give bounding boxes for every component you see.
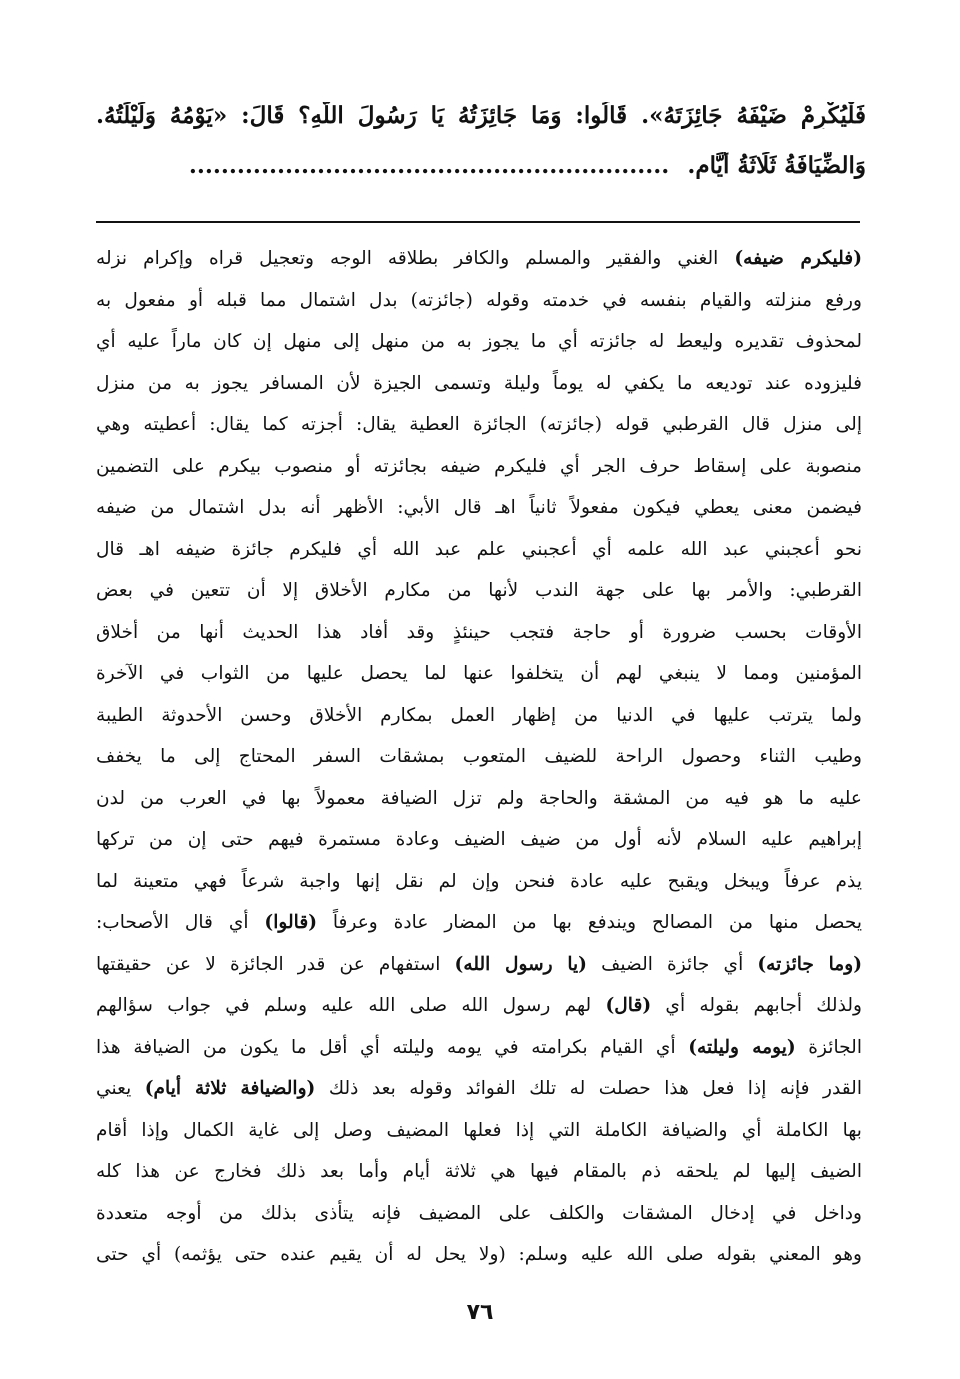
commentary-text: أي القيام بكرامته في يومه وليلته أي أقل ما يكون من الضيافة هذا xyxy=(96,1036,689,1058)
commentary-line xyxy=(96,1234,862,1276)
commentary-line xyxy=(96,238,862,280)
commentary-text: يعني xyxy=(96,1078,145,1099)
commentary-text: القدر فإنه إذا فعل هذا حصلت له تلك الفوائد وقوله بعد ذلك xyxy=(315,1078,862,1099)
commentary-text: يذم عرفاً ويبخل ويقبح عليه عادة فنحن وإن لم نقل إنها واجبة شرعاً فهي متعينة لما xyxy=(96,870,862,892)
commentary-line xyxy=(96,778,862,820)
footnote-separator-rule xyxy=(96,221,860,223)
commentary-text: لمحذوف تقديره وليعط له جائزته أي ما يجوز به من منهل إلى منهل إن كان ماراً عليه أي xyxy=(96,331,862,352)
commentary-quoted-phrase: (يومه وليلته) xyxy=(688,1036,796,1058)
commentary-line xyxy=(96,612,862,654)
commentary-line xyxy=(96,363,862,405)
commentary-line xyxy=(96,736,862,778)
commentary-line xyxy=(96,1027,862,1069)
commentary-text: ورفع منزلته والقيام بنفسه في خدمته وقوله (جائزته) بدل اشتمال مما قبله أو مفعول به xyxy=(96,289,862,311)
commentary-line xyxy=(96,446,862,488)
commentary-text: وداخل في إدخال المشقات والكلف على المضيف فإنه يتأذى بذلك من أوجه متعددة xyxy=(96,1202,862,1224)
commentary-line xyxy=(96,944,862,986)
page-number: ٧٦ xyxy=(466,1300,494,1325)
commentary-text: الغني والفقير والمسلم والكافر بطلاقه الوجه وتعجيل قراه وإكرام نزله xyxy=(96,248,735,269)
commentary-text: وطيب الثناء وحصول الراحة للضيف المتعوب بمشقات السفر المحتاج إلى ما يخفف xyxy=(96,746,862,767)
commentary-text: استفهام عن قدر الجائزة لا عن حقيقتها xyxy=(96,953,455,975)
commentary-line xyxy=(96,280,862,322)
hadith-text-line-1: فَلْيُكْرِمْ ضَيْفَهُ جَائِزَتَهُ». قَالُوا: وَمَا جَائِزَتُهُ يَا رَسُولَ اللَّهِ؟ قَالَ: «يَوْمُهُ وَلَيْلَتُهُ. xyxy=(96,102,866,129)
commentary-line xyxy=(96,1110,862,1152)
commentary-text: الأوقات بحسب ضرورة أو حاجة فتجب حينئذٍ وقد أفاد هذا الحديث أنها من أخلاق xyxy=(96,621,862,643)
commentary-line xyxy=(96,487,862,529)
commentary-quoted-phrase: (قال) xyxy=(605,995,652,1016)
commentary-line xyxy=(96,902,862,944)
commentary-line xyxy=(96,695,862,737)
commentary-quoted-phrase: (يا رسول الله) xyxy=(454,953,587,975)
commentary-quoted-phrase: (وما جائزته) xyxy=(757,953,862,975)
commentary-text: أي قال الأصحاب: xyxy=(96,912,265,933)
commentary-text: إبراهيم عليه السلام لأنه أول من ضيف الضيف وعادة مستمرة فيهم حتى إن من تركها xyxy=(96,829,862,850)
commentary-line xyxy=(96,861,862,903)
hadith-omission-dots: ............................................................ xyxy=(188,152,670,179)
commentary-line xyxy=(96,653,862,695)
commentary-text: عليه ما هو فيه من المشقة والحاجة ولم تزل الضيافة معمولاً بها في العرب من لدن xyxy=(96,787,862,809)
commentary-text: المؤمنين ومما لا ينبغي لهم أن يتخلفوا عنها لما يحصل عليها من الثواب في الآخرة xyxy=(96,663,862,684)
commentary-text: الجائزة xyxy=(795,1036,862,1058)
commentary-line xyxy=(96,529,862,571)
commentary-line xyxy=(96,1193,862,1235)
commentary-text: وهو المعني بقوله صلى الله عليه وسلم: (ولا يحل له أن يقيم عنده حتى يؤثمه) أي حتى xyxy=(96,1244,862,1265)
commentary-quoted-phrase: (والضيافة ثلاثة أيام) xyxy=(144,1078,316,1099)
commentary-text: بها الكاملة أي والضيافة الكاملة التي إذا فعلها المضيف وصل إلى غاية الكمال وإذا أقام xyxy=(96,1119,862,1141)
commentary-text: ولما يترتب عليها في الدنيا من إظهار العمل بمكارم الأخلاق وحسن الأحدوثة الطيبة xyxy=(96,704,862,726)
commentary-line xyxy=(96,321,862,363)
commentary-text: فيضمن معنى يعطي فيكون مفعولاً ثانياً اهـ قال الأبي: الأظهر أنه بدل اشتمال من ضيفه xyxy=(96,497,862,518)
commentary-text: الضيف إليها لم يلحقه ذم بالمقام فيها هي ثلاثة أيام وأما بعد ذلك فخارج عن هذا كله xyxy=(96,1161,862,1182)
commentary-quoted-phrase: (قالوا) xyxy=(264,912,318,933)
commentary-text: منصوبة على إسقاط حرف الجر أي فليكرم ضيفه بجائزته أو منصوب بيكرم على التضمين xyxy=(96,455,862,477)
commentary-line xyxy=(96,819,862,861)
commentary-block xyxy=(96,238,862,1276)
commentary-text: ولذلك أجابهم بقوله أي xyxy=(651,995,862,1016)
commentary-text: القرطبي: والأمر بها على جهة الندب لأنها من مكارم الأخلاق إلا أن تتعين في بعض xyxy=(96,580,862,601)
commentary-quoted-phrase: (فليكرم ضيفه) xyxy=(734,248,862,269)
commentary-line xyxy=(96,1068,862,1110)
commentary-text: أي جائزة الضيف xyxy=(587,953,758,975)
commentary-line xyxy=(96,404,862,446)
commentary-text: لهم رسول الله صلى الله عليه وسلم في جواب سؤالهم xyxy=(96,995,606,1016)
commentary-line xyxy=(96,985,862,1027)
commentary-line xyxy=(96,570,862,612)
commentary-text: نحو أعجبني عبد الله علمه أي أعجبني علم عبد الله أي فليكرم جائزة ضيفه اهـ قال xyxy=(96,538,862,560)
commentary-text: يحصل منها من المصالح ويندفع بها من المضار عادة وعرفاً xyxy=(317,912,862,933)
commentary-text: إلى منزل قال القرطبي قوله (جائزته) الجائزة العطية يقال: أجزته كما يقال: أعطيته وهي xyxy=(96,414,862,435)
commentary-text: فليزوده عند توديعه ما يكفي له يوماً وليلة وتسمى الجيزة لأن المسافر يجوز به من منزل xyxy=(96,372,862,394)
hadith-text-line-2-words: وَالضِّيَافَةُ ثَلَاثَةُ أَيَّامٍ. xyxy=(687,152,866,179)
commentary-line xyxy=(96,1151,862,1193)
hadith-text-line-2 xyxy=(96,152,866,179)
